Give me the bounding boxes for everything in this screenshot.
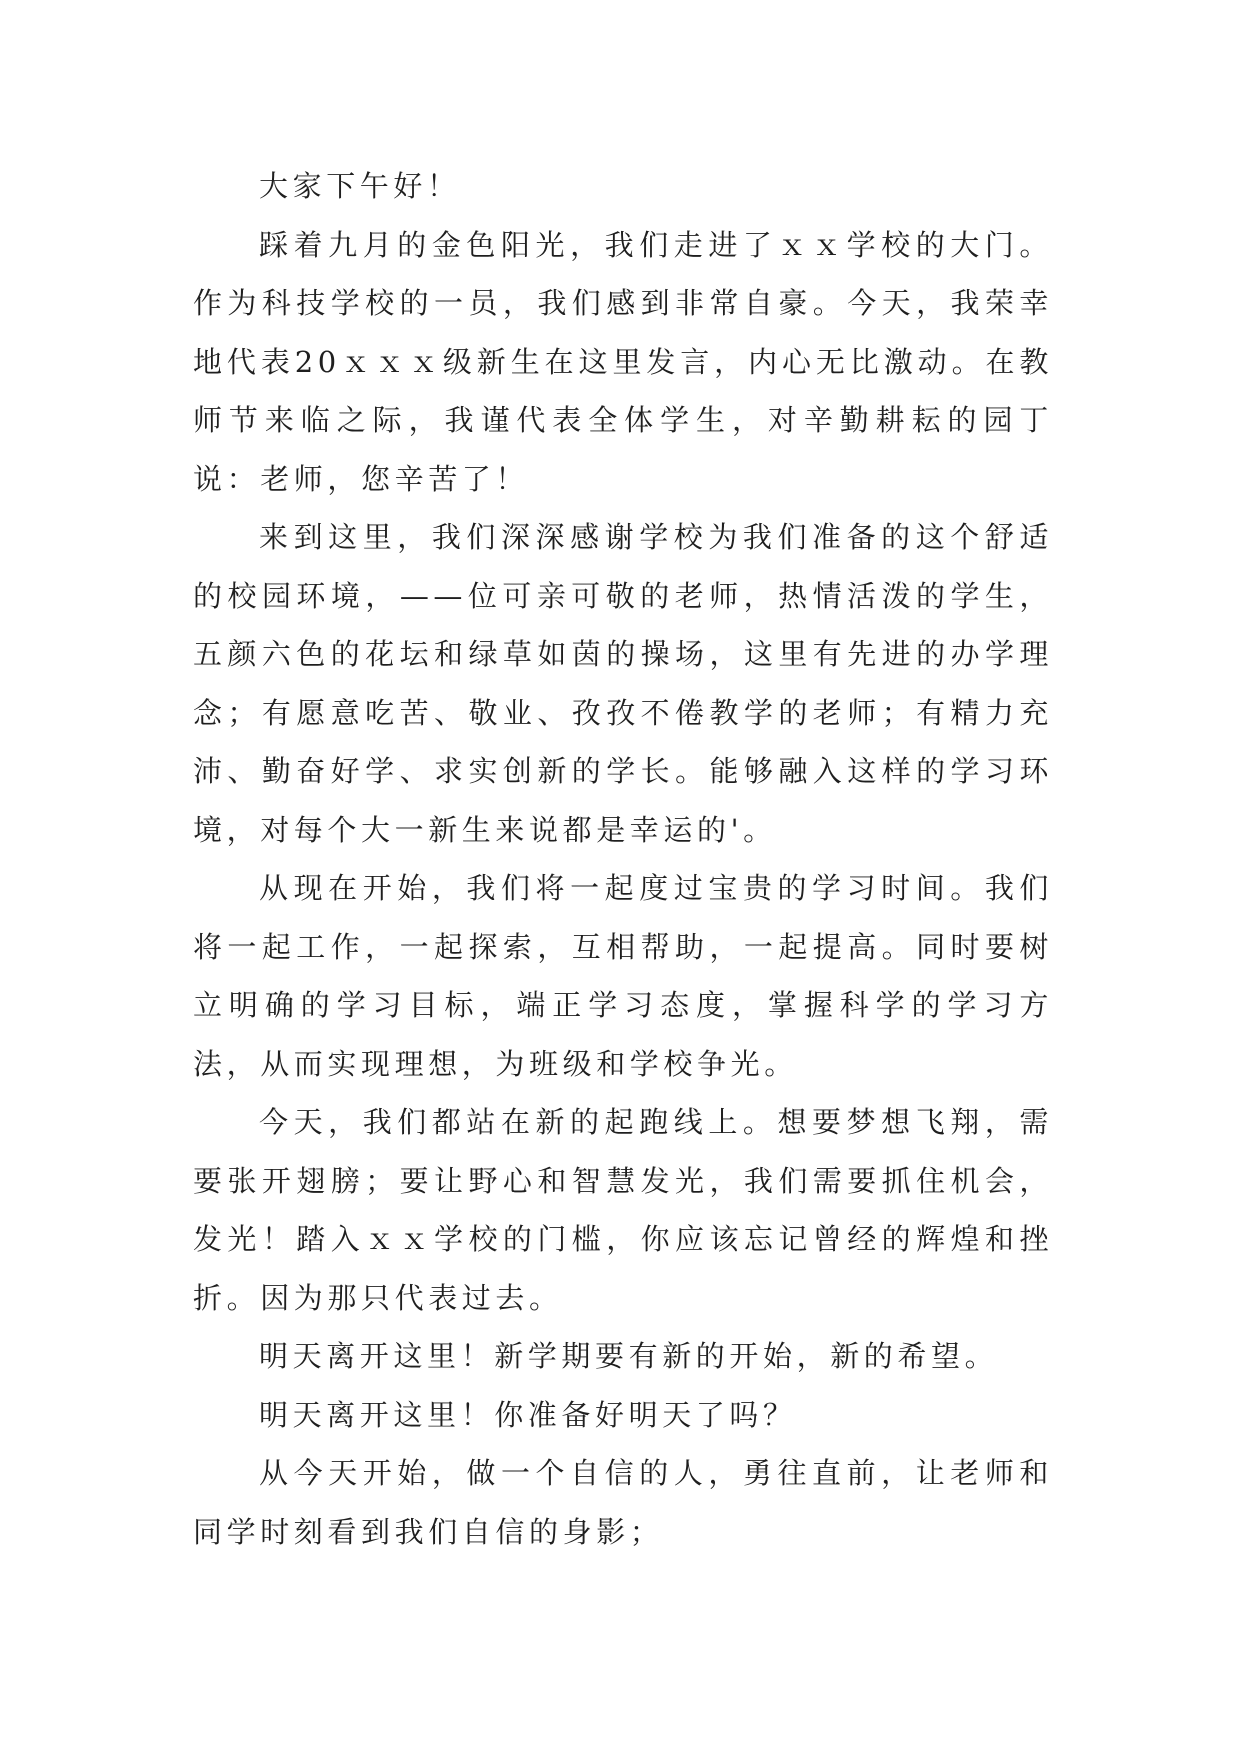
paragraph-introduction: 踩着九月的金色阳光，我们走进了ｘｘ学校的大门。作为科技学校的一员，我们感到非常自豪。今天，我荣幸地代表20ｘｘｘ级新生在这里发言，内心无比激动。在教师节来临之际，我谨代表全体学生，对辛勤耕耘的园丁说：老师，您辛苦了！	[193, 227, 1053, 496]
paragraph-study-together: 从现在开始，我们将一起度过宝贵的学习时间。我们将一起工作，一起探索，互相帮助，一起提高。同时要树立明确的学习目标，端正学习态度，掌握科学的学习方法，从而实现理想，为班级和学校争光。	[193, 871, 1053, 1081]
paragraph-ready-question: 明天离开这里！你准备好明天了吗？	[259, 1397, 797, 1432]
paragraph-confidence: 从今天开始，做一个自信的人，勇往直前，让老师和同学时刻看到我们自信的身影；	[193, 1456, 1053, 1549]
paragraph-campus-gratitude: 来到这里，我们深深感谢学校为我们准备的这个舒适的校园环境，——位可亲可敬的老师，热情活泼的学生，五颜六色的花坛和绿草如茵的操场，这里有先进的办学理念；有愿意吃苦、敬业、孜孜不倦教学的老师；有精力充沛、勤奋好学、求实创新的学长。能够融入这样的学习环境，对每个大一新生来说都是幸运的'。	[193, 520, 1053, 847]
paragraph-new-start: 今天，我们都站在新的起跑线上。想要梦想飞翔，需要张开翅膀；要让野心和智慧发光，我们需要抓住机会，发光！踏入ｘｘ学校的门槛，你应该忘记曾经的辉煌和挫折。因为那只代表过去。	[193, 1105, 1053, 1315]
document-body	[193, 157, 1053, 1561]
paragraph-greeting: 大家下午好！	[259, 169, 461, 203]
paragraph-new-semester: 明天离开这里！新学期要有新的开始，新的希望。	[259, 1339, 999, 1373]
